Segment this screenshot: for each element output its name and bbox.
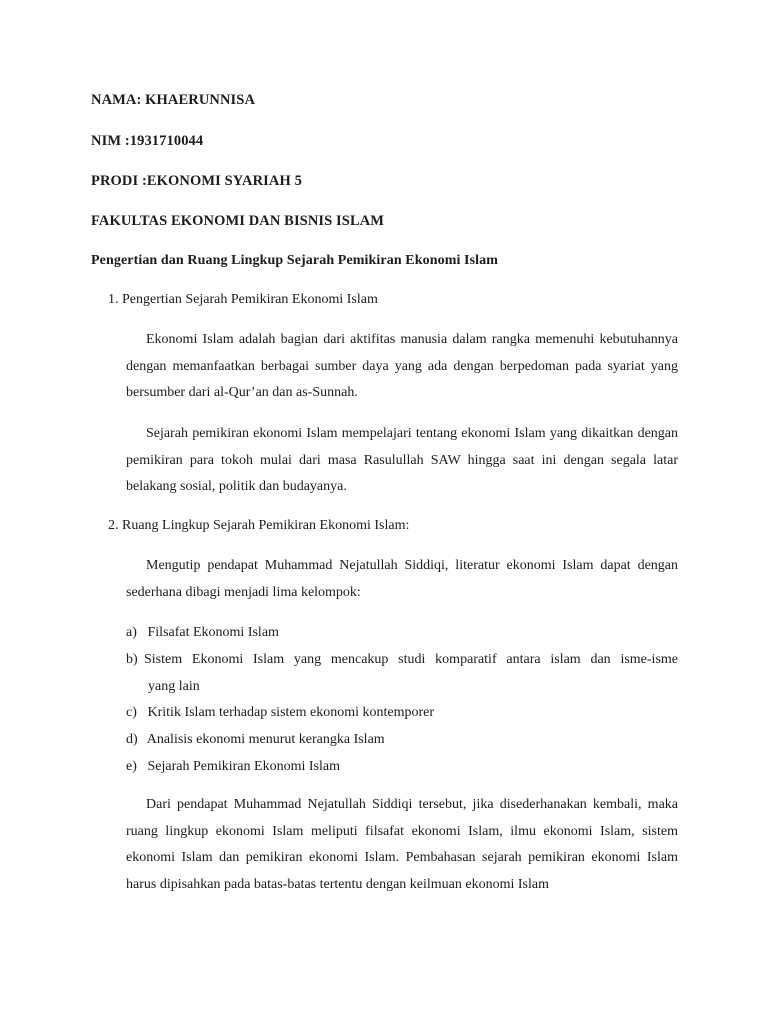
list-item bbox=[126, 620, 678, 647]
list-item-text-continuation: yang lain bbox=[148, 678, 200, 694]
list-marker: e) bbox=[126, 759, 137, 774]
student-name: NAMA: KHAERUNNISA bbox=[91, 92, 256, 108]
list-item-text: Filsafat Ekonomi Islam bbox=[147, 625, 279, 640]
list-marker: b) bbox=[126, 652, 138, 667]
list-marker: a) bbox=[126, 625, 137, 640]
section-2-heading: 2. Ruang Lingkup Sejarah Pemikiran Ekonomi Islam: bbox=[108, 518, 410, 533]
faculty: FAKULTAS EKONOMI DAN BISNIS ISLAM bbox=[91, 213, 385, 229]
list-item bbox=[126, 647, 678, 700]
section-2-paragraph-1: Mengutip pendapat Muhammad Nejatullah Siddiqi, literatur ekonomi Islam dapat dengan sederhana dibagi menjadi lima kelompok: bbox=[126, 558, 678, 600]
section-1-heading: 1. Pengertian Sejarah Pemikiran Ekonomi Islam bbox=[108, 292, 378, 307]
study-program: PRODI :EKONOMI SYARIAH 5 bbox=[91, 173, 302, 189]
section-1-paragraph-1: Ekonomi Islam adalah bagian dari aktifitas manusia dalam rangka memenuhi kebutuhannya dengan memanfaatkan berbagai sumber daya yang ada dengan berpedoman pada syariat yang bersumber dari al-Qur’an dan as-Sunnah. bbox=[126, 332, 678, 400]
section-1-paragraph-2: Sejarah pemikiran ekonomi Islam mempelajari tentang ekonomi Islam yang dikaitkan dengan pemikiran para tokoh mulai dari masa Rasulullah SAW hingga saat ini dengan segala latar belakang sosial, politik dan budayanya. bbox=[126, 426, 678, 494]
section-2-paragraph-2: Dari pendapat Muhammad Nejatullah Siddiqi tersebut, jika disederhanakan kembali, maka ruang lingkup ekonomi Islam meliputi filsafat ekonomi Islam, ilmu ekonomi Islam, sistem ekonomi Islam dan pemikiran ekonomi Islam. Pembahasan sejarah pemikiran ekonomi Islam harus dipisahkan pada batas-batas tertentu dengan keilmuan ekonomi Islam bbox=[126, 797, 678, 892]
list-item bbox=[126, 727, 678, 754]
list-item-text: Sejarah Pemikiran Ekonomi Islam bbox=[147, 759, 340, 774]
list-item-text: Analisis ekonomi menurut kerangka Islam bbox=[146, 732, 385, 747]
list-item-text: Sistem Ekonomi Islam yang mencakup studi komparatif antara islam dan isme-isme bbox=[144, 652, 678, 667]
list-item-text: Kritik Islam terhadap sistem ekonomi kontemporer bbox=[147, 705, 435, 720]
list-item bbox=[126, 700, 678, 727]
list-marker: c) bbox=[126, 705, 137, 720]
list-item bbox=[126, 754, 678, 781]
list-marker: d) bbox=[126, 732, 138, 747]
document-title: Pengertian dan Ruang Lingkup Sejarah Pemikiran Ekonomi Islam bbox=[91, 253, 499, 268]
student-nim: NIM :1931710044 bbox=[91, 133, 204, 149]
